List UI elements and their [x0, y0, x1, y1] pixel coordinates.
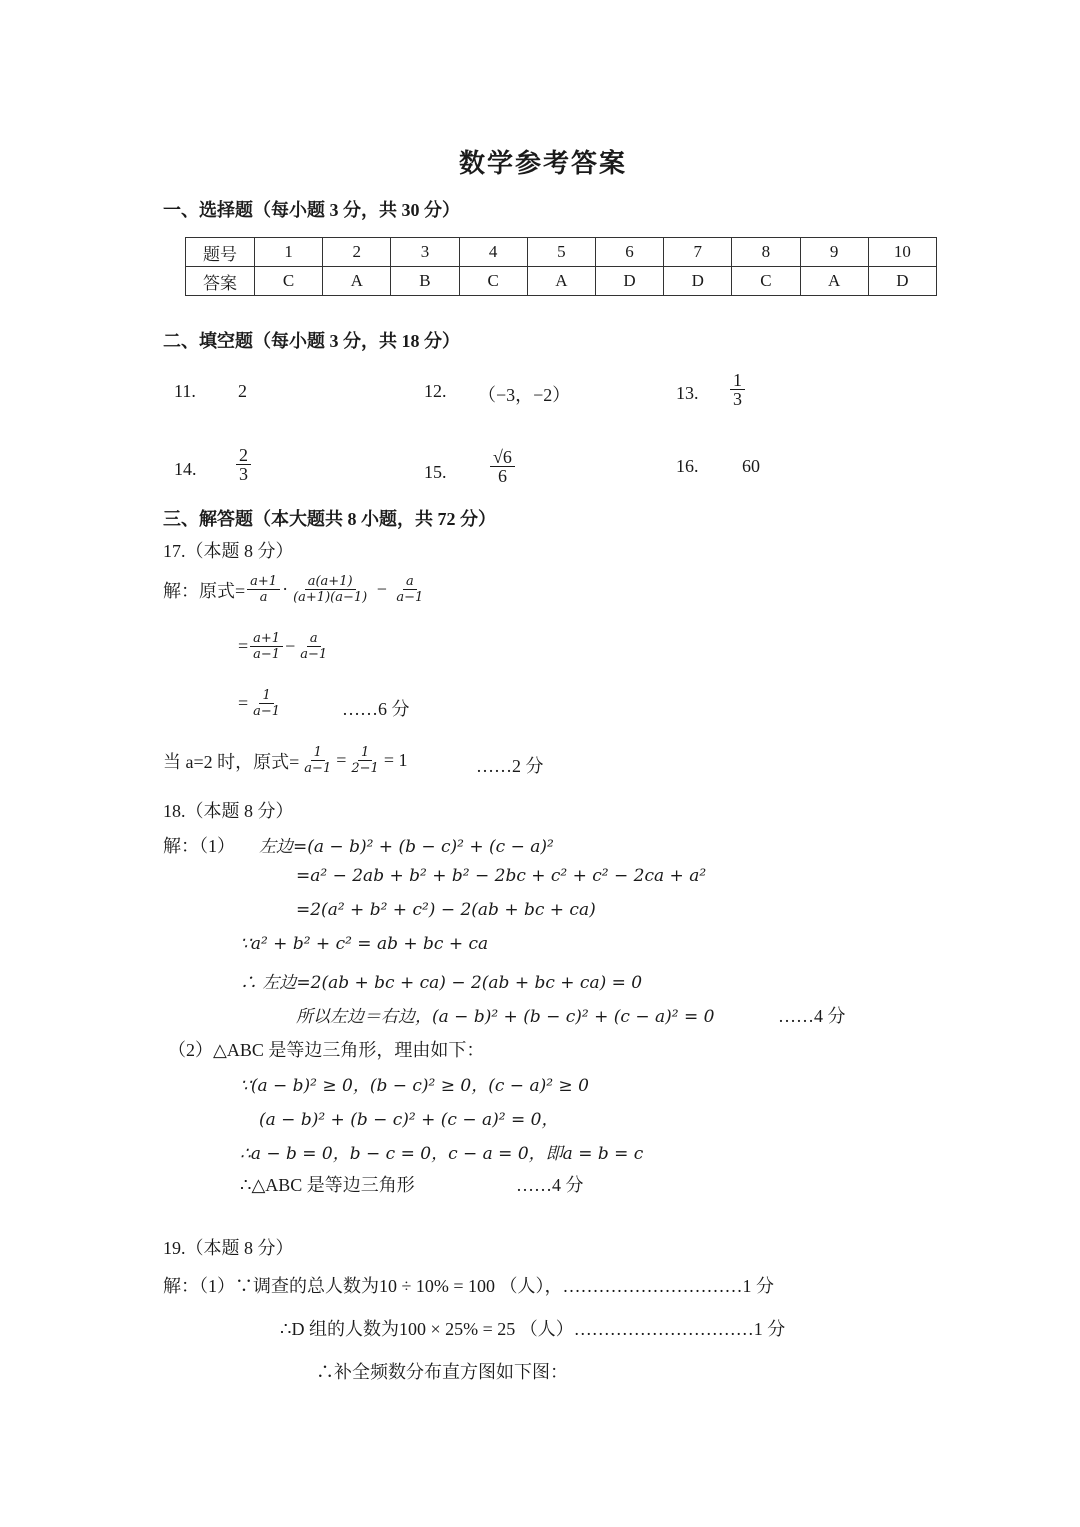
q18-line-3: =2(a² + b² + c²) − 2(ab + bc + ca) [296, 900, 596, 920]
q13-number: 13. [676, 383, 699, 403]
table-cell: D [595, 267, 663, 296]
fraction-denominator: a−1 [396, 590, 424, 605]
section-1-heading: 一、选择题（每小题 3 分，共 30 分） [163, 200, 460, 220]
fraction-numerator: 1 [259, 688, 273, 704]
fraction-denominator: 2−1 [351, 761, 379, 776]
table-cell: 10 [868, 238, 936, 267]
table-cell: 答案 [186, 267, 255, 296]
fraction-numerator: a(a+1) [305, 574, 356, 590]
q17-heading: 17.（本题 8 分） [163, 541, 294, 561]
q18-line-8: (a − b)² + (b − c)² + (c − a)² = 0， [259, 1110, 559, 1130]
q14-number: 14. [174, 459, 197, 479]
q18-line-10: ∴△ABC 是等边三角形 [240, 1175, 415, 1195]
fraction-numerator: a [403, 574, 417, 590]
table-row [186, 267, 937, 296]
fraction-numerator: a [307, 631, 321, 647]
q17-substitution-prefix: 当 a=2 时，原式= [163, 751, 300, 772]
fraction-denominator: 3 [733, 389, 742, 409]
table-cell: D [868, 267, 936, 296]
fraction-numerator: 1 [730, 371, 745, 390]
q17-score-2: ……2 分 [476, 756, 544, 776]
q18-score-2: ……4 分 [516, 1175, 584, 1195]
table-cell: 6 [595, 238, 663, 267]
fraction-numerator: a+1 [247, 574, 280, 590]
q17-score-1: ……6 分 [342, 699, 410, 719]
fraction-denominator: 3 [239, 464, 248, 484]
q18-part2-heading: （2）△ABC 是等边三角形，理由如下： [168, 1040, 485, 1060]
q11-answer: 2 [238, 381, 247, 401]
q16-number: 16. [676, 456, 699, 476]
table-cell: 4 [459, 238, 527, 267]
q18-part1-prefix: 解：（1） [163, 836, 235, 856]
fraction-denominator: a−1 [304, 761, 332, 776]
q14-answer [234, 446, 253, 483]
table-cell: 7 [664, 238, 732, 267]
table-cell: 2 [323, 238, 391, 267]
answer-table [185, 237, 937, 296]
fraction-numerator: 1 [311, 745, 325, 761]
section-2-heading: 二、填空题（每小题 3 分，共 18 分） [163, 331, 460, 351]
q11-number: 11. [174, 381, 196, 401]
fraction-numerator: a+1 [250, 631, 283, 647]
table-cell: 1 [255, 238, 323, 267]
table-cell: C [732, 267, 800, 296]
q19-line-3: ∴补全频数分布直方图如下图： [316, 1362, 568, 1382]
q16-answer: 60 [742, 456, 760, 476]
fraction-denominator: (a+1)(a−1) [293, 590, 368, 605]
table-cell: 题号 [186, 238, 255, 267]
q12-answer: （−3，−2） [478, 385, 571, 405]
fraction-denominator: a−1 [253, 704, 281, 719]
fraction-numerator: 1 [358, 745, 372, 761]
q18-line-7: ∵(a − b)² ≥ 0，(b − c)² ≥ 0，(c − a)² ≥ 0 [240, 1076, 589, 1096]
table-cell: A [323, 267, 391, 296]
table-cell: B [391, 267, 459, 296]
q18-line-9: ∴a − b = 0，b − c = 0，c − a = 0，即a = b = c [240, 1144, 644, 1164]
q19-line-1: 解：（1）∵调查的总人数为10 ÷ 10% = 100 （人），…………………………1 分 [163, 1276, 775, 1296]
q13-answer [728, 371, 747, 408]
q17-line-3: = $\frac{1}{a-1}$ [238, 688, 285, 719]
q19-line-2: ∴D 组的人数为100 × 25% = 25 （人）…………………………1 分 [280, 1319, 786, 1339]
table-row [186, 238, 937, 267]
q17-prefix: 解：原式= [163, 580, 246, 601]
table-cell: 3 [391, 238, 459, 267]
q17-line-2: = $\frac{a+1}{a-1}$ − $\frac{a}{a-1}$ [238, 631, 332, 662]
table-cell: A [800, 267, 868, 296]
q15-number: 15. [424, 462, 447, 482]
table-cell: D [664, 267, 732, 296]
q17-line-1: 解：原式= $\frac{a+1}{a}$ · $\frac{a(a+1)}{(a+1)(a-1)}$ − $\frac{a}{a-1}$ [163, 574, 428, 605]
table-cell: 5 [527, 238, 595, 267]
q19-heading: 19.（本题 8 分） [163, 1238, 294, 1258]
q18-line-1: 左边=(a − b)² + (b − c)² + (c − a)² [259, 837, 554, 857]
page-title: 数学参考答案 [459, 149, 628, 178]
q17-line-4: 当 a=2 时，原式= $\frac{1}{a-1}$ = $\frac{1}{2-1}$ = 1 [163, 745, 408, 776]
fraction-denominator: a−1 [300, 647, 328, 662]
table-cell: 8 [732, 238, 800, 267]
table-cell: A [527, 267, 595, 296]
table-cell: 9 [800, 238, 868, 267]
table-cell: C [459, 267, 527, 296]
fraction-numerator: 2 [236, 446, 251, 465]
q15-answer [488, 448, 517, 485]
q18-heading: 18.（本题 8 分） [163, 801, 294, 821]
fraction-denominator: 6 [497, 466, 507, 486]
q18-line-6: 所以左边＝右边，(a − b)² + (b − c)² + (c − a)² = 0 [296, 1007, 715, 1027]
q17-result: = 1 [383, 750, 408, 770]
fraction-numerator: √6 [490, 448, 515, 467]
q12-number: 12. [424, 381, 447, 401]
fraction-denominator: a−1 [253, 647, 281, 662]
fraction-denominator: a [259, 590, 268, 605]
q18-line-4: ∵a² + b² + c² = ab + bc + ca [240, 934, 489, 954]
section-3-heading: 三、解答题（本大题共 8 小题，共 72 分） [163, 509, 496, 529]
table-cell: C [255, 267, 323, 296]
q18-score-1: ……4 分 [778, 1006, 846, 1026]
q18-line-2: =a² − 2ab + b² + b² − 2bc + c² + c² − 2ca + a² [296, 866, 707, 886]
q18-line-5: ∴ 左边=2(ab + bc + ca) − 2(ab + bc + ca) = 0 [240, 973, 643, 993]
